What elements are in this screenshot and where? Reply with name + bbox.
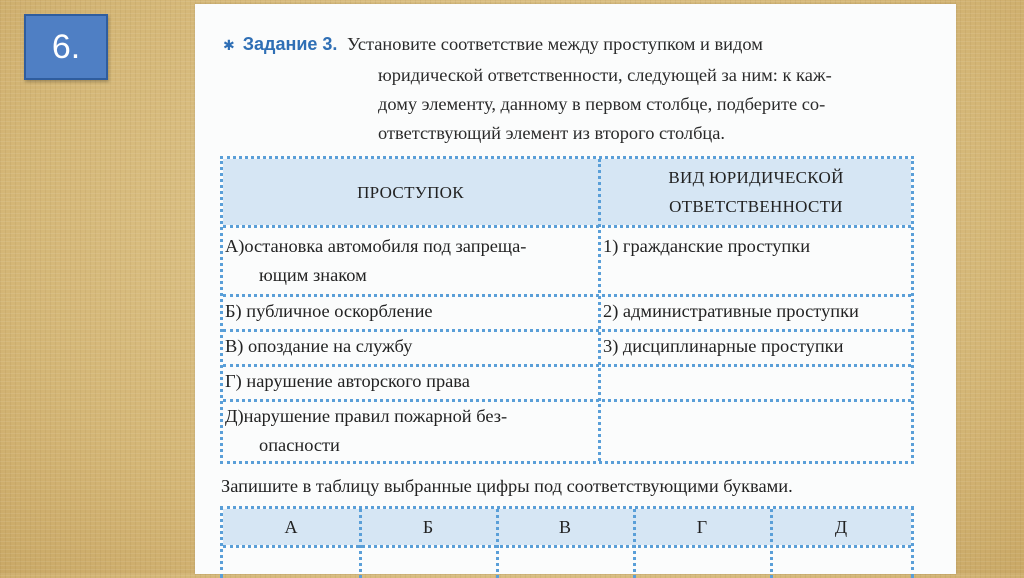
item-letter: Д)	[225, 406, 244, 426]
task-text	[223, 30, 923, 148]
offense-item-g	[225, 367, 595, 396]
item-letter: В)	[225, 336, 244, 356]
answer-row-divider	[223, 545, 911, 548]
task-text-line: юридической ответственности, следующей за ним: к каж-	[378, 65, 832, 85]
header-liability	[601, 159, 911, 225]
offense-item-d	[225, 402, 595, 460]
task-text-line: дому элементу, данному в первом столбце, подберите со-	[378, 94, 826, 114]
task-line-1	[223, 30, 923, 61]
liability-item-2	[603, 297, 909, 326]
task-label: Задание 3.	[242, 34, 338, 54]
answer-col-a: А	[284, 516, 298, 537]
offense-item-a	[225, 232, 595, 290]
row-divider	[223, 225, 911, 228]
item-letter: Б)	[225, 301, 242, 321]
liability-item-3	[603, 332, 909, 361]
header-offense-label: ПРОСТУПОК	[357, 182, 464, 202]
answer-col-g: Г	[696, 516, 708, 537]
item-text: остановка автомобиля под запреща-	[244, 236, 527, 256]
header-liability-line: ВИД ЮРИДИЧЕСКОЙ	[668, 168, 844, 187]
item-letter: Г)	[225, 371, 242, 391]
item-text-cont: ющим знаком	[259, 265, 367, 285]
task-text-line: Установите соответствие между проступком и видом	[347, 34, 763, 54]
answer-col-b: Б	[422, 516, 434, 537]
liability-item-1	[603, 232, 909, 261]
liability-text: 3) дисциплинарные проступки	[603, 336, 844, 356]
header-liability-line: ОТВЕТСТВЕННОСТИ	[669, 197, 843, 216]
answer-table	[220, 506, 914, 578]
item-text: нарушение авторского права	[246, 371, 470, 391]
liability-text: 1) гражданские проступки	[603, 236, 811, 256]
textbook-page	[195, 4, 956, 574]
item-text: опоздание на службу	[248, 336, 413, 356]
header-offense	[223, 159, 598, 225]
item-letter: А)	[225, 236, 245, 256]
offense-item-b	[225, 297, 595, 326]
liability-text: 2) административные проступки	[603, 301, 859, 321]
offense-item-v	[225, 332, 595, 361]
star-icon: ✱	[223, 38, 235, 54]
answer-instruction: Запишите в таблицу выбранные цифры под соответствующими буквами.	[221, 476, 793, 496]
item-text-cont: опасности	[259, 435, 340, 455]
task-text-line: ответствующий элемент из второго столбца.	[378, 123, 726, 143]
answer-col-d: Д	[834, 516, 848, 537]
item-text: публичное оскорбление	[246, 301, 433, 321]
item-text: нарушение правил пожарной без-	[243, 406, 508, 426]
match-table	[220, 156, 914, 464]
answer-col-v: В	[558, 516, 571, 537]
slide-number-badge: 6.	[24, 14, 108, 80]
